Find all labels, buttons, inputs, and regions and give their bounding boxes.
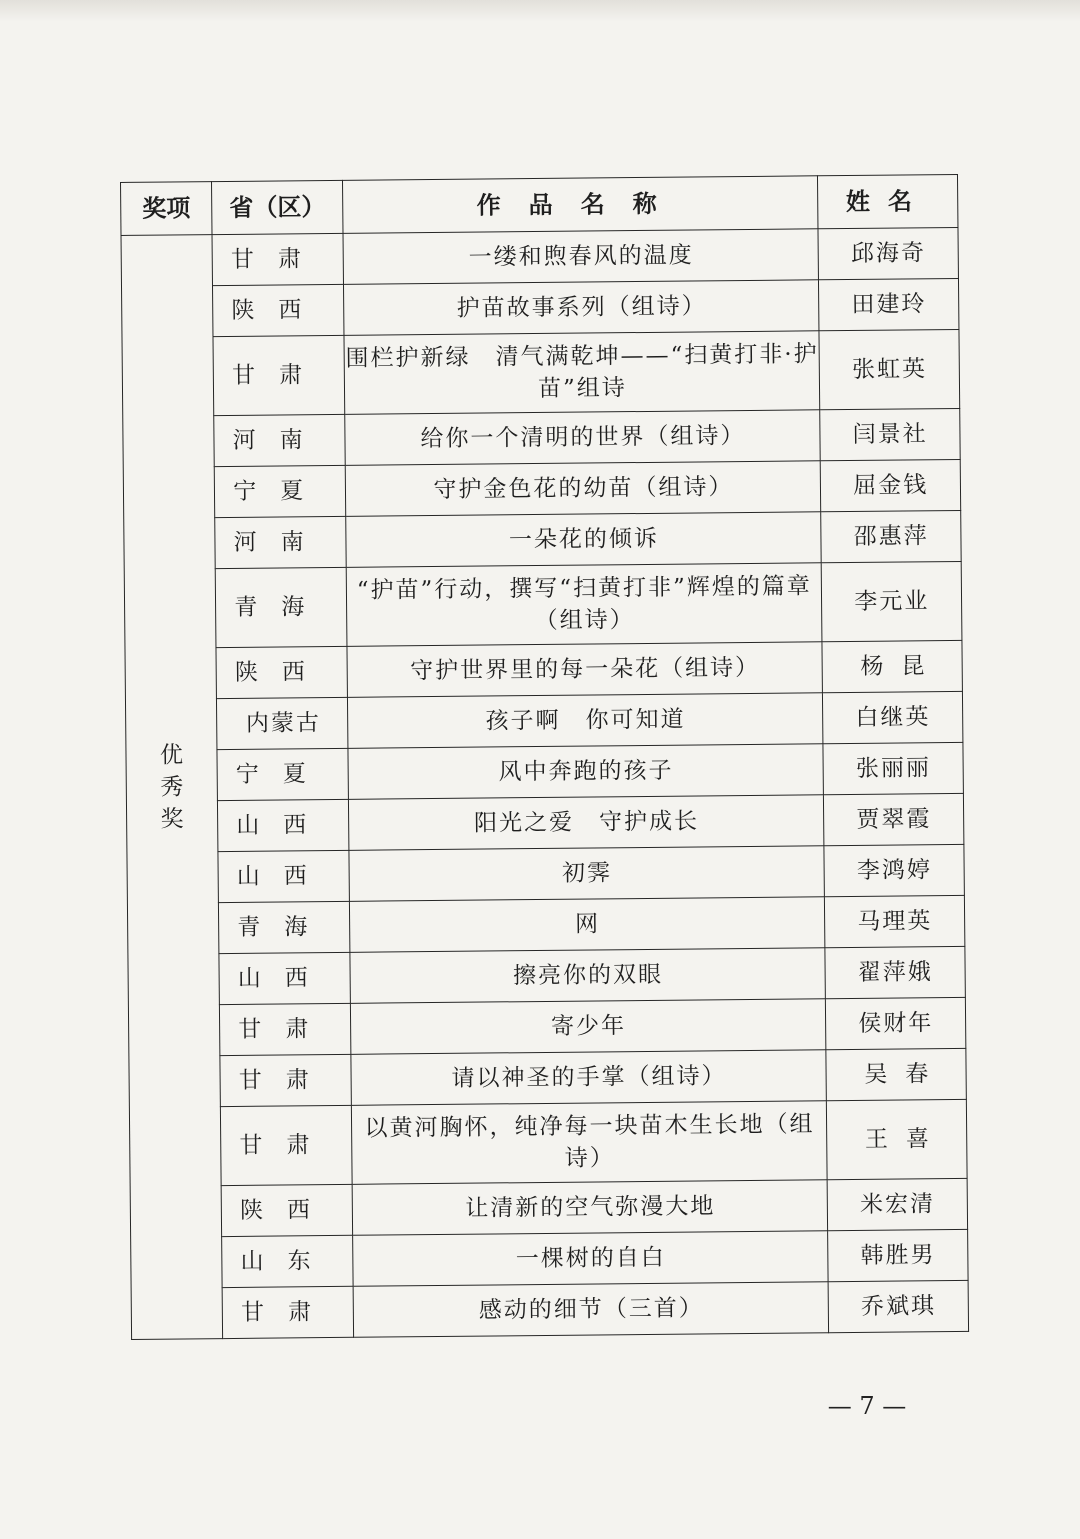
work-title-cell: 初霁 (349, 846, 825, 902)
work-title-cell: 一缕和煦春风的温度 (343, 229, 819, 285)
work-title-cell: 守护世界里的每一朵花（组诗） (347, 642, 823, 698)
award-level-label: 优秀奖 (159, 741, 184, 833)
province-cell: 宁夏 (217, 748, 349, 800)
award-table (120, 174, 969, 1340)
province-cell: 甘肃 (222, 1286, 354, 1338)
table-row (131, 1229, 968, 1288)
work-title-cell: 让清新的空气弥漫大地 (353, 1180, 829, 1236)
header-award: 奖项 (121, 182, 212, 236)
table-row (122, 329, 960, 416)
author-name-cell: 翟萍娥 (825, 946, 965, 998)
work-title-cell: 风中奔跑的孩子 (348, 744, 824, 800)
province-cell: 青海 (215, 567, 347, 647)
province-cell: 甘肃 (212, 233, 344, 285)
author-name-cell: 乔斌琪 (829, 1280, 969, 1332)
province-cell: 陕西 (216, 646, 348, 698)
table-row (124, 510, 961, 569)
author-name-cell: 白继英 (823, 691, 963, 743)
header-name: 姓名 (818, 174, 958, 228)
author-name-cell: 屈金钱 (821, 459, 961, 511)
author-name-cell: 杨昆 (822, 640, 962, 692)
work-title-cell: 守护金色花的幼苗（组诗） (346, 461, 822, 517)
province-cell: 青海 (218, 901, 350, 953)
table-row (129, 1048, 966, 1107)
table-row (126, 742, 963, 801)
province-cell: 陕西 (212, 284, 344, 336)
work-title-cell: 寄少年 (351, 999, 827, 1055)
author-name-cell: 贾翠霞 (824, 793, 964, 845)
province-cell: 陕西 (221, 1184, 353, 1236)
province-cell: 甘肃 (220, 1054, 352, 1106)
province-cell: 山西 (218, 850, 350, 902)
author-name-cell: 侯财年 (826, 997, 966, 1049)
table-row (122, 278, 959, 337)
author-name-cell: 米宏清 (828, 1178, 968, 1230)
header-title: 作品名称 (343, 176, 819, 234)
province-cell: 河南 (215, 516, 347, 568)
author-name-cell: 王喜 (827, 1099, 967, 1179)
work-title-cell: 阳光之爱 守护成长 (349, 795, 825, 851)
author-name-cell: 邵惠萍 (821, 510, 961, 562)
page-number: — 7 — (827, 1392, 907, 1420)
table-row (127, 844, 964, 903)
header-province: 省（区） (211, 180, 343, 234)
province-cell: 山东 (222, 1235, 354, 1287)
work-title-cell: 一朵花的倾诉 (346, 512, 822, 568)
province-cell: 甘肃 (213, 335, 345, 415)
table-row (123, 408, 960, 467)
work-title-cell: 护苗故事系列（组诗） (344, 280, 820, 336)
work-title-cell: 请以神圣的手掌（组诗） (351, 1050, 827, 1106)
work-title-cell: 围栏护新绿 清气满乾坤——“扫黄打非·护苗”组诗 (344, 331, 820, 415)
table-row (125, 640, 962, 699)
table-row (130, 1178, 967, 1237)
author-name-cell: 张虹英 (819, 329, 959, 409)
author-name-cell: 闫景社 (820, 408, 960, 460)
page-edge-shadow (0, 0, 1080, 22)
table-row (126, 793, 963, 852)
province-cell: 河南 (214, 414, 346, 466)
award-level-cell (121, 235, 223, 1340)
author-name-cell: 张丽丽 (823, 742, 963, 794)
table-header-row (121, 174, 958, 235)
province-cell: 甘肃 (219, 1003, 351, 1055)
author-name-cell: 李元业 (822, 561, 962, 641)
table-row (128, 946, 965, 1005)
province-cell: 内蒙古 (216, 697, 348, 749)
work-title-cell: 以黄河胸怀，纯净每一块苗木生长地（组诗） (352, 1101, 828, 1185)
table-row (131, 1280, 968, 1339)
work-title-cell: 一棵树的自白 (353, 1231, 829, 1287)
province-cell: 宁夏 (214, 465, 346, 517)
province-cell: 山西 (219, 952, 351, 1004)
author-name-cell: 李鸿婷 (824, 844, 964, 896)
author-name-cell: 邱海奇 (818, 227, 958, 279)
table-row (128, 997, 965, 1056)
work-title-cell: 给你一个清明的世界（组诗） (345, 410, 821, 466)
table-row (123, 459, 960, 518)
work-title-cell: 感动的细节（三首） (353, 1282, 829, 1338)
province-cell: 山西 (217, 799, 349, 851)
work-title-cell: 擦亮你的双眼 (350, 948, 826, 1004)
author-name-cell: 马理英 (825, 895, 965, 947)
author-name-cell: 吴春 (826, 1048, 966, 1100)
work-title-cell: “护苗”行动，撰写“扫黄打非”辉煌的篇章（组诗） (347, 563, 823, 647)
table-row (127, 895, 964, 954)
work-title-cell: 网 (350, 897, 826, 953)
table-row (125, 691, 962, 750)
table-row (129, 1099, 967, 1186)
author-name-cell: 韩胜男 (828, 1229, 968, 1281)
table-row (121, 227, 958, 286)
province-cell: 甘肃 (220, 1105, 352, 1185)
work-title-cell: 孩子啊 你可知道 (348, 693, 824, 749)
table-row (124, 561, 962, 648)
author-name-cell: 田建玲 (819, 278, 959, 330)
